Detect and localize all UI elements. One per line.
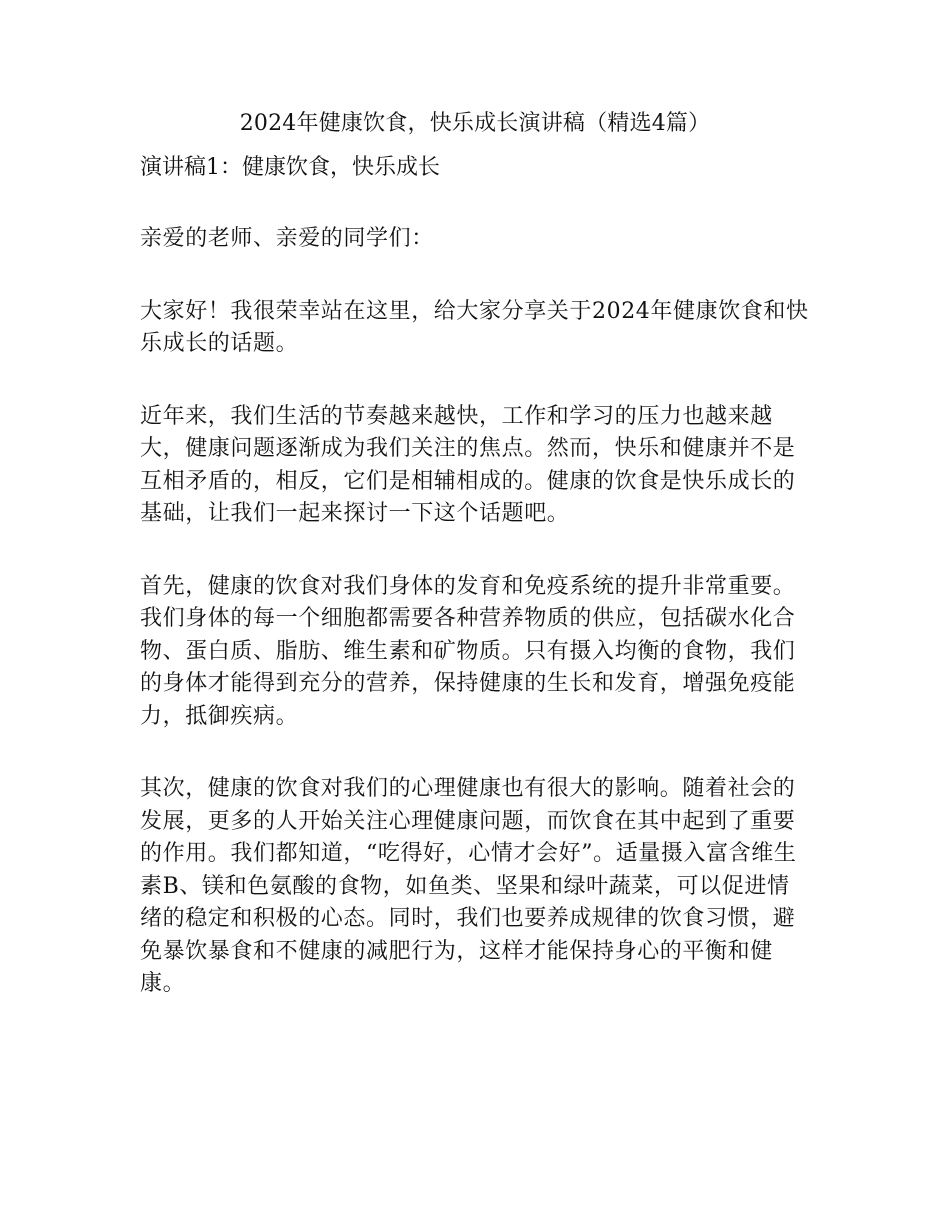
paragraph-mental-health: 其次，健康的饮食对我们的心理健康也有很大的影响。随着社会的发展，更多的人开始关注心理健康问题，而饮食在其中起到了重要的作用。我们都知道，“吃得好，心情才会好”。适量摄入富含维生素B、镁和色氨酸的食物，如鱼类、坚果和绿叶蔬菜，可以促进情绪的稳定和积极的心态。同时，我们也要养成规律的饮食习惯，避免暴饮暴食和不健康的减肥行为，这样才能保持身心的平衡和健康。 (140, 776, 797, 996)
paragraph-physical-health: 首先，健康的饮食对我们身体的发育和免疫系统的提升非常重要。我们身体的每一个细胞都需要各种营养物质的供应，包括碳水化合物、蛋白质、脂肪、维生素和矿物质。只有摄入均衡的食物，我们的身体才能得到充分的营养，保持健康的生长和发育，增强免疫能力，抵御疾病。 (140, 573, 796, 729)
paragraph-background: 近年来，我们生活的节奏越来越快，工作和学习的压力也越来越大，健康问题逐渐成为我们关注的焦点。然而，快乐和健康并不是互相矛盾的，相反，它们是相辅相成的。健康的饮食是快乐成长的基础，让我们一起来探讨一下这个话题吧。 (140, 403, 796, 526)
paragraph-intro: 大家好！我很荣幸站在这里，给大家分享关于2024年健康饮食和快乐成长的话题。 (140, 298, 809, 356)
document-title: 2024年健康饮食，快乐成长演讲稿（精选4篇） (239, 111, 711, 136)
paragraph-greeting: 亲爱的老师、亲爱的同学们： (140, 226, 434, 251)
section-heading: 演讲稿1：健康饮食，快乐成长 (140, 155, 440, 180)
